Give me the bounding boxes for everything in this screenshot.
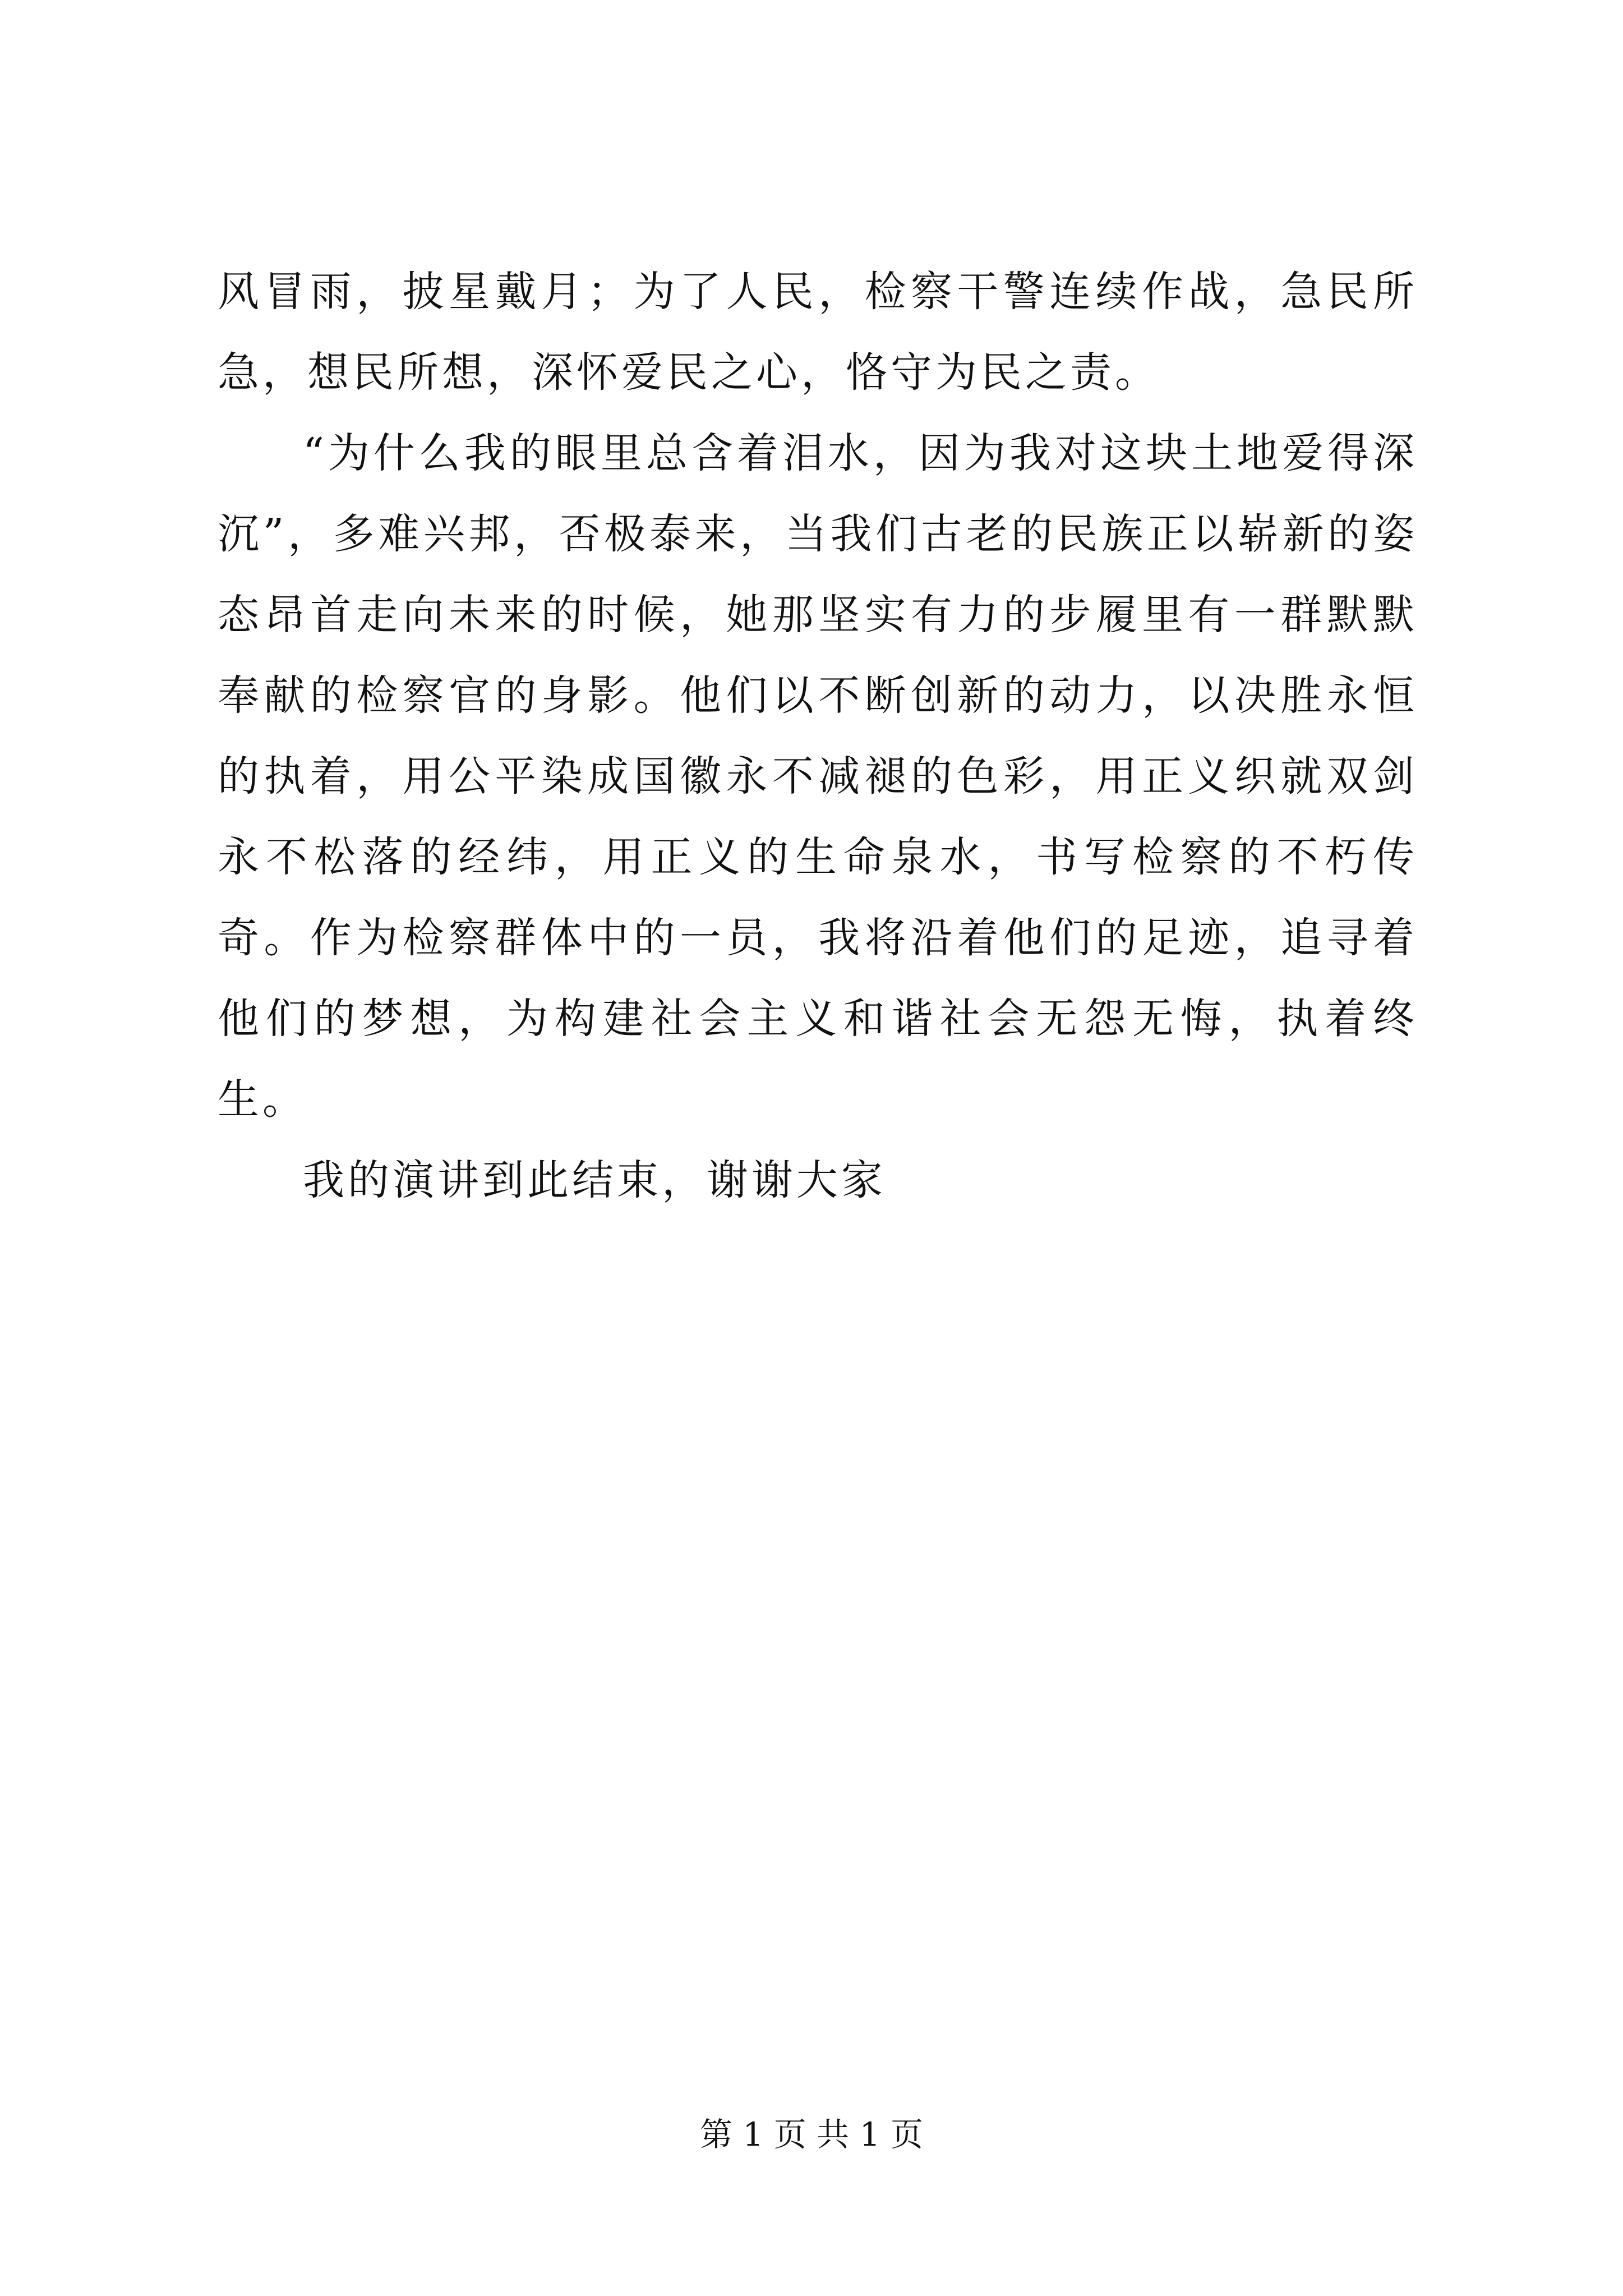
- paragraph-2: “为什么我的眼里总含着泪水，因为我对这块土地爱得深沉”，多难兴邦，否极泰来，当我们古老的民族正以崭新的姿态昂首走向未来的时候，她那坚实有力的步履里有一群默默奉献的检察官的身影。他们以不断创新的动力，以决胜永恒的执着，用公平染成国徽永不减褪的色彩，用正义织就双剑永不松落的经纬，用正义的生命泉水，书写检察的不朽传奇。作为检察群体中的一员，我将沿着他们的足迹，追寻着他们的梦想，为构建社会主义和谐社会无怨无悔，执着终生。: [218, 429, 1418, 1124]
- paragraph-1: 风冒雨，披星戴月；为了人民，检察干警连续作战，急民所急，想民所想，深怀爱民之心，恪守为民之责。: [218, 268, 1418, 397]
- body-text: [218, 251, 1418, 1221]
- paragraph-3: 我的演讲到此结束，谢谢大家: [303, 1156, 886, 1204]
- page-number: 第 1 页 共 1 页: [700, 2115, 923, 2154]
